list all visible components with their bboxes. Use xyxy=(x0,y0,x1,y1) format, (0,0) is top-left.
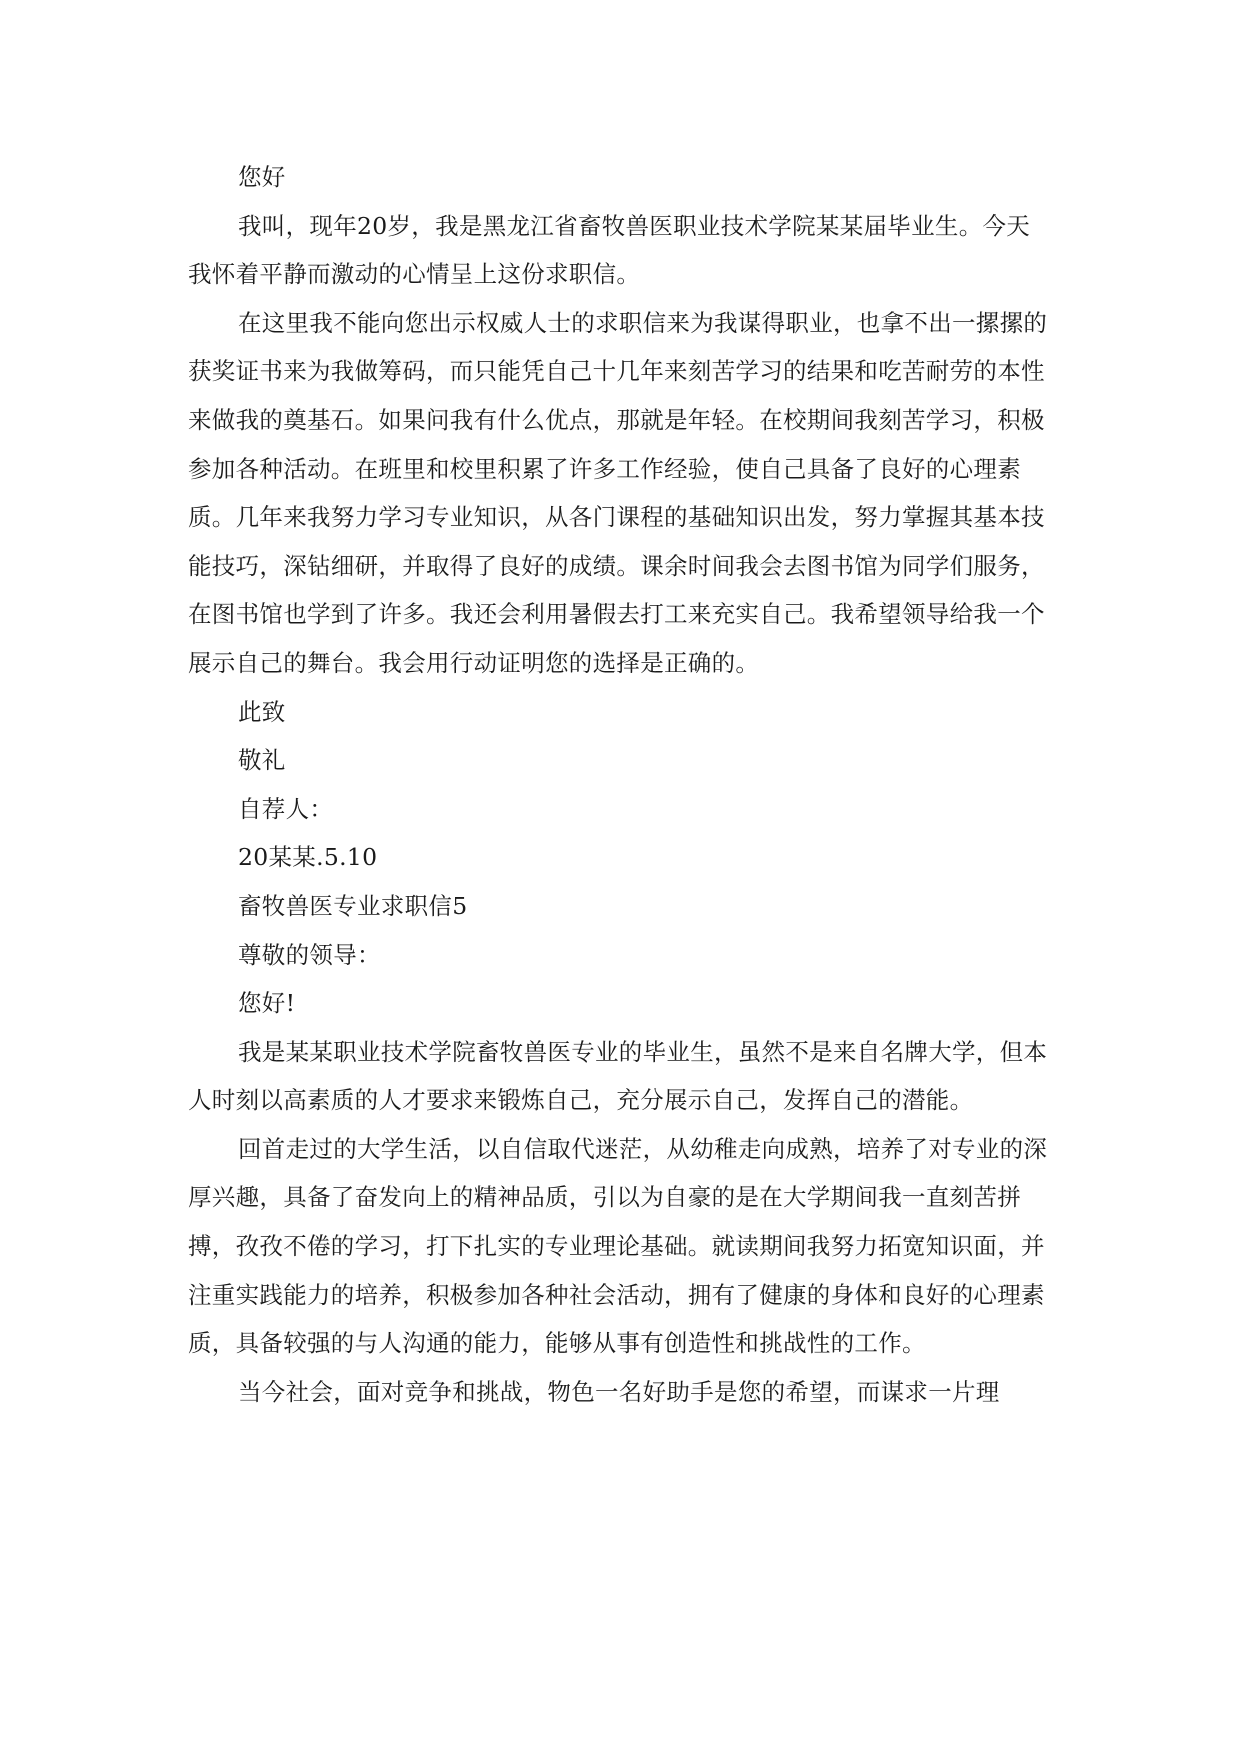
recipient-salutation: 尊敬的领导： xyxy=(238,940,381,969)
letter-body xyxy=(188,153,1050,1416)
body-paragraph: 在这里我不能向您出示权威人士的求职信来为我谋得职业，也拿不出一摞摞的获奖证书来为我做筹码，而只能凭自己十几年来刻苦学习的结果和吃苦耐劳的本性来做我的奠基石。如果问我有什么优点，那就是年轻。在校期间我刻苦学习，积极参加各种活动。在班里和校里积累了许多工作经验，使自己具备了良好的心理素质。几年来我努力学习专业知识，从各门课程的基础知识出发，努力掌握其基本技能技巧，深钻细研，并取得了良好的成绩。课余时间我会去图书馆为同学们服务，在图书馆也学到了许多。我还会利用暑假去打工来充实自己。我希望领导给我一个展示自己的舞台。我会用行动证明您的选择是正确的。 xyxy=(188,308,1048,677)
greeting-2: 您好! xyxy=(238,989,296,1018)
intro-paragraph: 我叫，现年20岁，我是黑龙江省畜牧兽医职业技术学院某某届毕业生。今天我怀着平静而激动的心情呈上这份求职信。 xyxy=(188,211,1031,289)
body-paragraph-3: 当今社会，面对竞争和挑战，物色一名好助手是您的希望，而谋求一片理 xyxy=(238,1377,1000,1406)
section-title: 畜牧兽医专业求职信5 xyxy=(238,891,468,920)
intro-paragraph-2: 我是某某职业技术学院畜牧兽医专业的毕业生，虽然不是来自名牌大学，但本人时刻以高素质的人才要求来锻炼自己，充分展示自己，发挥自己的潜能。 xyxy=(188,1037,1048,1115)
signature-label: 自荐人： xyxy=(238,794,334,823)
body-paragraph-2: 回首走过的大学生活，以自信取代迷茫，从幼稚走向成熟，培养了对专业的深厚兴趣，具备了奋发向上的精神品质，引以为自豪的是在大学期间我一直刻苦拼搏，孜孜不倦的学习，打下扎实的专业理论基础。就读期间我努力拓宽知识面，并注重实践能力的培养，积极参加各种社会活动，拥有了健康的身体和良好的心理素质，具备较强的与人沟通的能力，能够从事有创造性和挑战性的工作。 xyxy=(188,1134,1048,1358)
letter-date: 20某某.5.10 xyxy=(238,843,378,872)
closing-salutation: 此致 xyxy=(238,697,286,726)
closing-regards: 敬礼 xyxy=(238,746,286,775)
greeting: 您好 xyxy=(238,163,286,191)
